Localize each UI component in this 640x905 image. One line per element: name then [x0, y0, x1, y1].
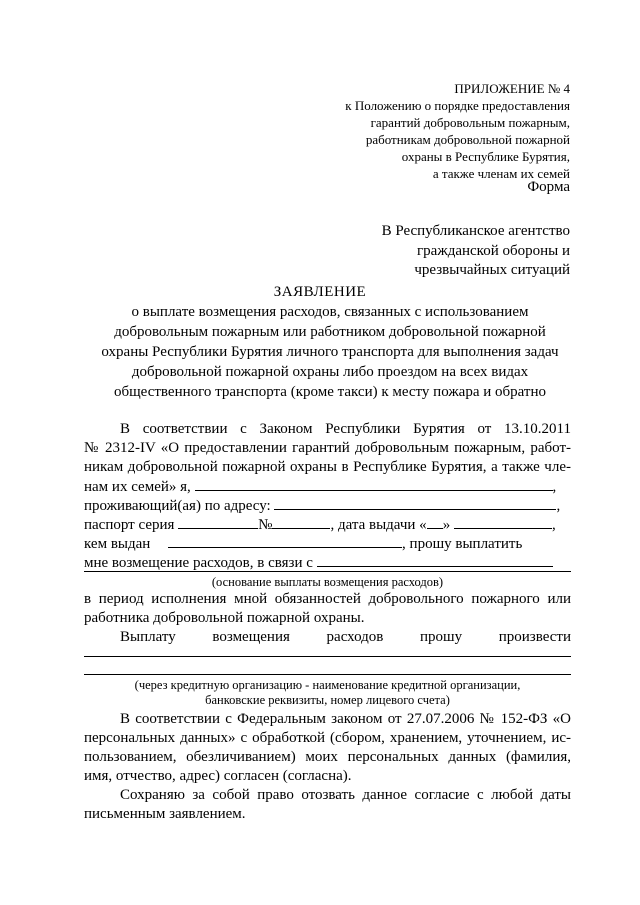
reimbursement-label: мне возмещение расходов, в связи с — [84, 555, 313, 571]
passport-day-field[interactable] — [427, 515, 443, 529]
paragraph-line: № 2312-IV «О предоставлении гарантий добровольным пожарным, работ- — [84, 440, 571, 456]
passport-date-field[interactable] — [454, 515, 552, 529]
addressee-line: В Республиканское агентство — [381, 223, 570, 239]
subtitle-line: общественного транспорта (кроме такси) к месту пожара и обратно — [113, 384, 547, 400]
punct: » — [442, 517, 451, 533]
passport-date-label: , дата выдачи « — [330, 517, 427, 533]
paragraph-line: пользованием, обезличиванием) моих персональных данных (фамилия, — [84, 749, 571, 765]
address-field[interactable] — [274, 496, 556, 510]
reimbursement-reason-field[interactable] — [317, 553, 553, 567]
document-title: ЗАЯВЛЕНИЕ — [273, 284, 367, 300]
paragraph-line: В соответствии с Федеральным законом от 27.07.2006 № 152-ФЗ «О — [120, 711, 571, 727]
document-subtitle — [70, 302, 590, 402]
addressee-line: чрезвычайных ситуаций — [414, 262, 570, 278]
paragraph-line: Сохраняю за собой право отозвать данное согласие с любой даты — [120, 787, 571, 803]
basis-line[interactable] — [84, 571, 571, 572]
passport-row — [84, 515, 571, 534]
appendix-line: охраны в Республике Бурятия, — [401, 149, 570, 164]
subtitle-line: добровольным пожарным или работником добровольной пожарной — [114, 324, 546, 340]
punct: , — [556, 498, 561, 514]
punct: , — [551, 517, 556, 533]
appendix-line: работникам добровольной пожарной — [365, 132, 570, 147]
applicant-label: нам их семей» я, — [84, 479, 191, 495]
appendix-line: а также членам их семей — [432, 166, 570, 181]
applicant-name-row — [84, 477, 571, 496]
form-label: Форма — [527, 179, 570, 195]
payment-details-line-2[interactable] — [84, 674, 571, 675]
paragraph-line: никам добровольной пожарной охраны в Республике Бурятия, а также чле- — [84, 459, 571, 475]
appendix-header — [345, 80, 570, 182]
appendix-line: ПРИЛОЖЕНИЕ № 4 — [454, 81, 570, 96]
address-label: проживающий(ая) по адресу: — [84, 498, 271, 514]
bank-caption: (через кредитную организацию - наименование кредитной организации, — [134, 678, 521, 692]
addressee-line: гражданской обороны и — [417, 242, 570, 259]
addressee-block — [382, 222, 570, 281]
reimbursement-row — [84, 553, 571, 572]
payment-details-line-1[interactable] — [84, 656, 571, 657]
address-row — [84, 496, 571, 515]
appendix-line: гарантий добровольным пожарным, — [370, 115, 570, 130]
bank-caption: банковские реквизиты, номер лицевого счета) — [205, 693, 450, 707]
passport-series-label: паспорт серия — [84, 517, 175, 533]
appendix-line: к Положению о порядке предоставления — [345, 98, 570, 113]
subtitle-line: о выплате возмещения расходов, связанных с использованием — [131, 304, 529, 320]
issued-by-field[interactable] — [168, 534, 402, 548]
passport-number-label: № — [258, 517, 273, 533]
payment-request-line: Выплату возмещения расходов прошу произвести — [120, 629, 571, 645]
applicant-name-field[interactable] — [195, 477, 553, 491]
passport-number-field[interactable] — [272, 515, 330, 529]
paragraph-line: персональных данных» с обработкой (сбором, хранением, уточнением, ис- — [84, 730, 571, 746]
basis-caption: (основание выплаты возмещения расходов) — [211, 575, 444, 589]
paragraph-line: письменным заявлением. — [84, 806, 246, 822]
passport-series-field[interactable] — [178, 515, 258, 529]
paragraph-line: В соответствии с Законом Республики Бурятия от 13.10.2011 — [120, 421, 571, 437]
issued-by-label: кем выдан — [84, 536, 151, 552]
issued-by-row — [84, 534, 571, 553]
punct: , — [552, 479, 557, 495]
issued-by-request: , прошу выплатить — [402, 536, 523, 552]
subtitle-line: охраны Республики Бурятия личного транспорта для выполнения задач — [101, 344, 559, 360]
paragraph-line: имя, отчество, адрес) согласен (согласна). — [84, 768, 352, 784]
paragraph-line: работника добровольной пожарной охраны. — [84, 610, 365, 626]
subtitle-line: добровольной пожарной охраны либо проездом на всех видах — [131, 364, 529, 380]
paragraph-line: в период исполнения мной обязанностей добровольного пожарного или — [84, 591, 571, 607]
